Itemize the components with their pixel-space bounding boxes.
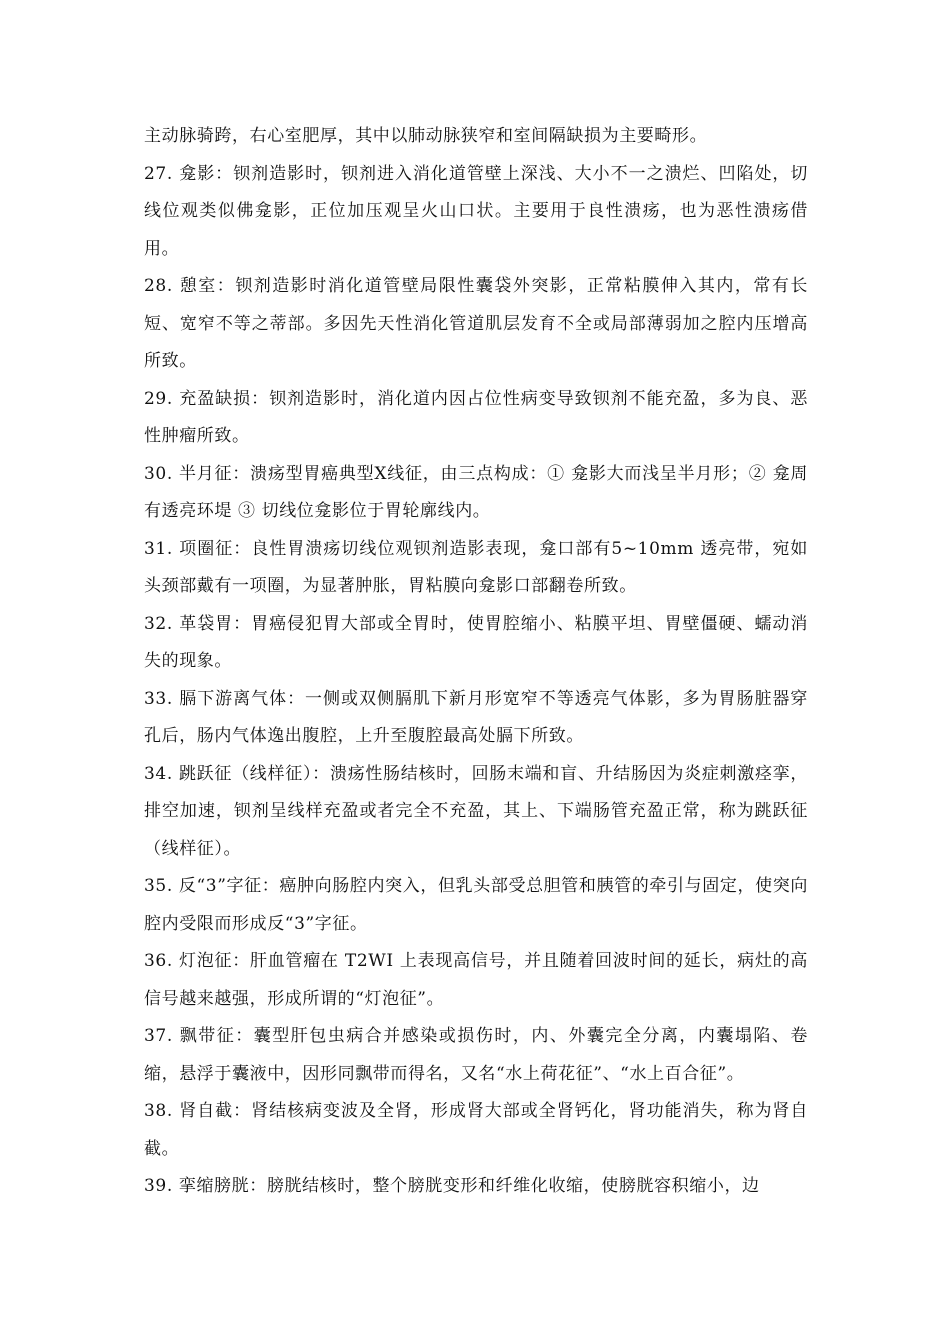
term-37-ribbon-sign: 37. 飘带征：囊型肝包虫病合并感染或损伤时，内、外囊完全分离，内囊塌陷、卷缩，悬浮于囊液中，因形同飘带而得名，又名“水上荷花征”、“水上百合征”。: [144, 1026, 808, 1084]
term-33-free-subphrenic-gas: 33. 膈下游离气体：一侧或双侧膈肌下新月形宽窄不等透亮气体影，多为胃肠脏器穿孔后，肠内气体逸出腹腔，上升至腹腔最高处膈下所致。: [144, 688, 808, 746]
term-38-autonephrectomy: 38. 肾自截：肾结核病变波及全肾，形成肾大部或全肾钙化，肾功能消失，称为肾自截。: [144, 1101, 808, 1159]
term-27-niche: 27. 龛影：钡剂造影时，钡剂进入消化道管壁上深浅、大小不一之溃烂、凹陷处，切线位观类似佛龛影，正位加压观呈火山口状。主要用于良性溃疡，也为恶性溃疡借用。: [144, 163, 808, 259]
term-32-leather-bottle-stomach: 32. 革袋胃：胃癌侵犯胃大部或全胃时，使胃腔缩小、粘膜平坦、胃壁僵硬、蠕动消失的现象。: [144, 613, 808, 671]
term-36-light-bulb-sign: 36. 灯泡征：肝血管瘤在 T2WI 上表现高信号，并且随着回波时间的延长，病灶的高信号越来越强，形成所谓的“灯泡征”。: [144, 951, 808, 1009]
term-30-meniscus-sign: 30. 半月征：溃疡型胃癌典型X线征，由三点构成：① 龛影大而浅呈半月形；② 龛周有透亮环堤 ③ 切线位龛影位于胃轮廓线内。: [144, 463, 808, 521]
document-page: [144, 118, 808, 1206]
term-39-contracted-bladder: 39. 挛缩膀胱：膀胱结核时，整个膀胱变形和纤维化收缩，使膀胱容积缩小，边: [144, 1176, 760, 1196]
term-28-diverticulum: 28. 憩室：钡剂造影时消化道管壁局限性囊袋外突影，正常粘膜伸入其内，常有长短、宽窄不等之蒂部。多因先天性消化管道肌层发育不全或局部薄弱加之腔内压增高所致。: [144, 276, 808, 371]
paragraph-continuation: 主动脉骑跨，右心室肥厚，其中以肺动脉狭窄和室间隔缺损为主要畸形。: [144, 126, 708, 146]
term-35-reverse-3-sign: 35. 反“3”字征：癌肿向肠腔内突入，但乳头部受总胆管和胰管的牵引与固定，使突向腔内受限而形成反“3”字征。: [144, 876, 808, 934]
term-34-skip-sign: 34. 跳跃征（线样征）：溃疡性肠结核时，回肠末端和盲、升结肠因为炎症刺激痉挛，排空加速，钡剂呈线样充盈或者完全不充盈，其上、下端肠管充盈正常，称为跳跃征（线样征）。: [144, 763, 808, 859]
term-31-collar-sign: 31. 项圈征：良性胃溃疡切线位观钡剂造影表现，龛口部有5~10mm 透亮带，宛如头颈部戴有一项圈，为显著肿胀，胃粘膜向龛影口部翻卷所致。: [144, 538, 808, 596]
term-29-filling-defect: 29. 充盈缺损：钡剂造影时，消化道内因占位性病变导致钡剂不能充盈，多为良、恶性肿瘤所致。: [144, 388, 808, 446]
